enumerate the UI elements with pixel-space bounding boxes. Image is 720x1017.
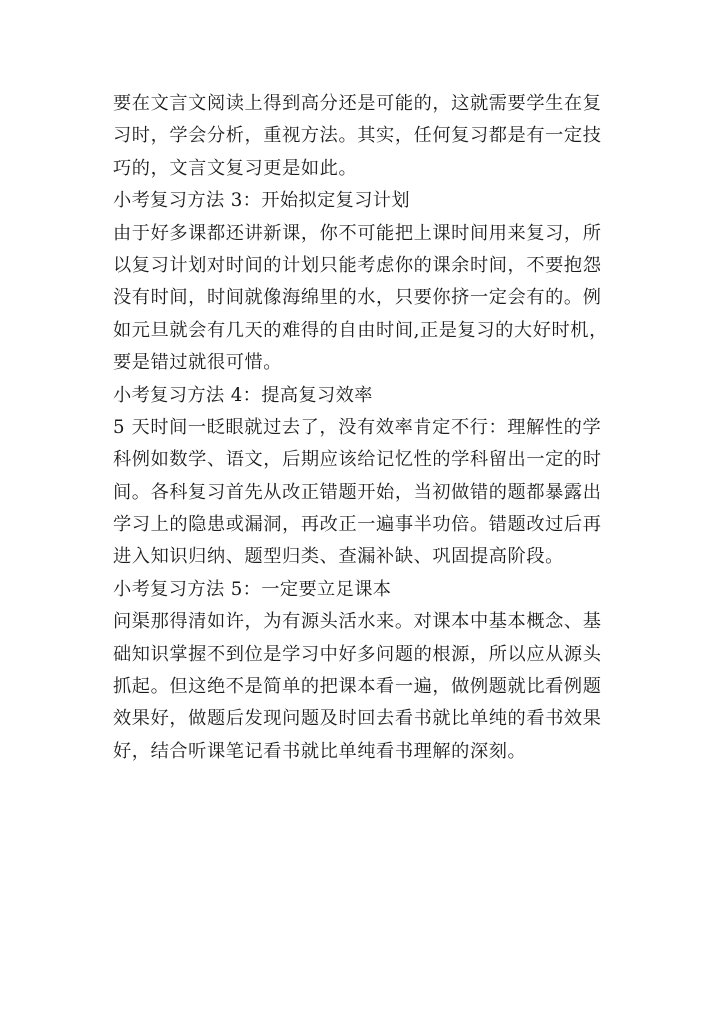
text-line: 科例如数学、语文，后期应该给记忆性的学科留出一定的时: [113, 449, 602, 471]
text-line: 效果好，做题后发现问题及时回去看书就比单纯的看书效果: [113, 708, 602, 730]
section-method-5: [113, 574, 608, 768]
section-method-4: [113, 380, 608, 574]
text-line: 间。各科复习首先从改正错题开始，当初做错的题都暴露出: [113, 481, 602, 503]
text-line: 5 天时间一眨眼就过去了，没有效率肯定不行：理解性的学: [113, 416, 602, 438]
section-heading: 小考复习方法 5：一定要立足课本: [113, 578, 392, 600]
text-line: 如元旦就会有几天的难得的自由时间,正是复习的大好时机，: [113, 319, 608, 341]
text-line: 问渠那得清如许，为有源头活水来。对课本中基本概念、基: [113, 611, 602, 633]
text-line: 由于好多课都还讲新课，你不可能把上课时间用来复习，所: [113, 222, 602, 244]
section-heading: 小考复习方法 3：开始拟定复习计划: [113, 190, 410, 212]
text-line: 没有时间，时间就像海绵里的水，只要你挤一定会有的。例: [113, 287, 602, 309]
text-line: 要是错过就很可惜。: [113, 352, 283, 374]
text-line: 要在文言文阅读上得到高分还是可能的，这就需要学生在复: [113, 93, 602, 114]
section-method-3: [113, 185, 608, 379]
text-line: 习时，学会分析，重视方法。其实，任何复习都是有一定技: [113, 125, 602, 147]
section-heading: 小考复习方法 4：提高复习效率: [113, 384, 373, 406]
text-line: 好，结合听课笔记看书就比单纯看书理解的深刻。: [113, 740, 527, 762]
document-page: [113, 88, 608, 768]
text-line: 进入知识归纳、题型归类、查漏补缺、巩固提高阶段。: [113, 546, 564, 568]
text-line: 学习上的隐患或漏洞，再改正一遍事半功倍。错题改过后再: [113, 514, 602, 536]
paragraph-intro: [113, 88, 608, 185]
text-line: 以复习计划对时间的计划只能考虑你的课余时间，不要抱怨: [113, 254, 602, 276]
text-line: 础知识掌握不到位是学习中好多问题的根源，所以应从源头: [113, 643, 602, 665]
text-line: 抓起。但这绝不是简单的把课本看一遍，做例题就比看例题: [113, 676, 602, 698]
text-line: 巧的，文言文复习更是如此。: [113, 157, 358, 179]
